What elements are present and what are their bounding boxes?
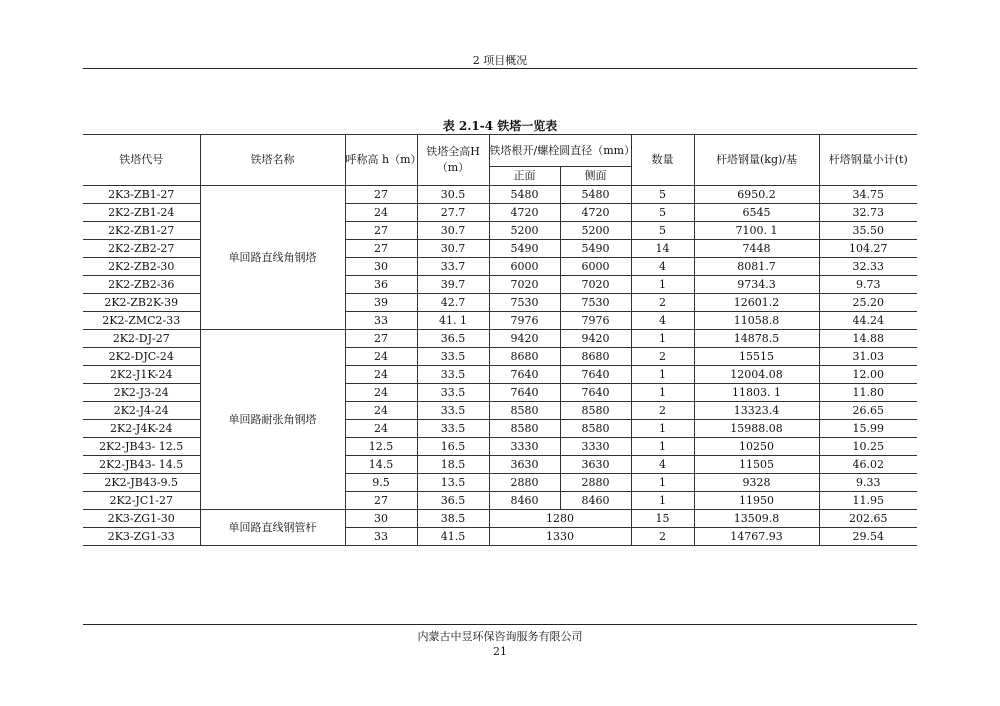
front-cell: 8680	[489, 348, 560, 366]
count-cell: 1	[631, 420, 694, 438]
steel-sub-cell: 31.03	[819, 348, 917, 366]
count-cell: 1	[631, 276, 694, 294]
tower-name-cell: 单回路耐张角钢塔	[200, 330, 345, 510]
front-cell: 7640	[489, 366, 560, 384]
side-cell: 8580	[560, 402, 631, 420]
full-height-cell: 30.7	[417, 240, 489, 258]
side-cell: 5490	[560, 240, 631, 258]
steel-per-cell: 12004.08	[694, 366, 819, 384]
footer-company: 内蒙古中昱环保咨询服务有限公司	[417, 630, 583, 643]
side-cell: 3630	[560, 456, 631, 474]
steel-per-cell: 13323.4	[694, 402, 819, 420]
call-height-cell: 27	[345, 240, 417, 258]
front-cell: 3630	[489, 456, 560, 474]
front-cell: 7976	[489, 312, 560, 330]
call-height-cell: 24	[345, 366, 417, 384]
call-height-cell: 9.5	[345, 474, 417, 492]
header-steel-per: 杆塔钢量(kg)/基	[694, 135, 819, 186]
tower-code-cell: 2K2-JB43- 12.5	[83, 438, 200, 456]
tower-name-cell: 单回路直线角钢塔	[200, 186, 345, 330]
header-name: 铁塔名称	[200, 135, 345, 186]
count-cell: 4	[631, 312, 694, 330]
front-cell: 7530	[489, 294, 560, 312]
tower-code-cell: 2K2-ZMC2-33	[83, 312, 200, 330]
steel-per-cell: 11803. 1	[694, 384, 819, 402]
header-rule	[83, 68, 917, 69]
side-cell: 9420	[560, 330, 631, 348]
count-cell: 1	[631, 474, 694, 492]
front-cell: 8580	[489, 402, 560, 420]
full-height-cell: 30.5	[417, 186, 489, 204]
tower-code-cell: 2K2-ZB2K-39	[83, 294, 200, 312]
tower-code-cell: 2K2-ZB1-24	[83, 204, 200, 222]
count-cell: 5	[631, 222, 694, 240]
steel-per-cell: 7100. 1	[694, 222, 819, 240]
steel-sub-cell: 29.54	[819, 528, 917, 546]
bolt-diameter-cell: 1280	[489, 510, 631, 528]
table-body	[83, 186, 917, 546]
call-height-cell: 14.5	[345, 456, 417, 474]
call-height-cell: 24	[345, 348, 417, 366]
front-cell: 7640	[489, 384, 560, 402]
footer-rule	[83, 624, 917, 625]
full-height-cell: 33.5	[417, 366, 489, 384]
side-cell: 3330	[560, 438, 631, 456]
call-height-cell: 24	[345, 420, 417, 438]
steel-per-cell: 6950.2	[694, 186, 819, 204]
steel-per-cell: 6545	[694, 204, 819, 222]
side-cell: 5480	[560, 186, 631, 204]
full-height-cell: 39.7	[417, 276, 489, 294]
side-cell: 7020	[560, 276, 631, 294]
full-height-cell: 33.5	[417, 420, 489, 438]
page-header: 2 项目概况	[472, 54, 528, 67]
front-cell: 3330	[489, 438, 560, 456]
steel-sub-cell: 11.95	[819, 492, 917, 510]
count-cell: 4	[631, 258, 694, 276]
front-cell: 6000	[489, 258, 560, 276]
tower-code-cell: 2K2-DJC-24	[83, 348, 200, 366]
steel-sub-cell: 9.73	[819, 276, 917, 294]
header-call-height: 呼称高 h（m）	[345, 135, 417, 186]
count-cell: 1	[631, 384, 694, 402]
call-height-cell: 27	[345, 186, 417, 204]
steel-per-cell: 7448	[694, 240, 819, 258]
side-cell: 8680	[560, 348, 631, 366]
table-row	[83, 330, 917, 348]
call-height-cell: 33	[345, 312, 417, 330]
full-height-cell: 33.7	[417, 258, 489, 276]
steel-sub-cell: 32.33	[819, 258, 917, 276]
full-height-cell: 30.7	[417, 222, 489, 240]
full-height-cell: 36.5	[417, 492, 489, 510]
tower-code-cell: 2K2-J3-24	[83, 384, 200, 402]
call-height-cell: 27	[345, 222, 417, 240]
front-cell: 8460	[489, 492, 560, 510]
steel-sub-cell: 9.33	[819, 474, 917, 492]
count-cell: 1	[631, 330, 694, 348]
steel-sub-cell: 11.80	[819, 384, 917, 402]
full-height-cell: 27.7	[417, 204, 489, 222]
header-count: 数量	[631, 135, 694, 186]
full-height-cell: 41.5	[417, 528, 489, 546]
steel-sub-cell: 26.65	[819, 402, 917, 420]
full-height-cell: 13.5	[417, 474, 489, 492]
steel-per-cell: 14767.93	[694, 528, 819, 546]
front-cell: 8580	[489, 420, 560, 438]
steel-sub-cell: 202.65	[819, 510, 917, 528]
tower-name-cell: 单回路直线钢管杆	[200, 510, 345, 546]
full-height-cell: 33.5	[417, 384, 489, 402]
side-cell: 8460	[560, 492, 631, 510]
side-cell: 7530	[560, 294, 631, 312]
steel-per-cell: 15988.08	[694, 420, 819, 438]
steel-sub-cell: 10.25	[819, 438, 917, 456]
steel-per-cell: 14878.5	[694, 330, 819, 348]
call-height-cell: 39	[345, 294, 417, 312]
header-side: 侧面	[560, 167, 631, 186]
full-height-cell: 33.5	[417, 348, 489, 366]
side-cell: 2880	[560, 474, 631, 492]
count-cell: 2	[631, 528, 694, 546]
header-full-height: 铁塔全高H（m）	[417, 135, 489, 186]
front-cell: 9420	[489, 330, 560, 348]
full-height-cell: 16.5	[417, 438, 489, 456]
header-front: 正面	[489, 167, 560, 186]
side-cell: 7976	[560, 312, 631, 330]
steel-per-cell: 11950	[694, 492, 819, 510]
full-height-cell: 33.5	[417, 402, 489, 420]
side-cell: 7640	[560, 384, 631, 402]
tower-code-cell: 2K2-JB43-9.5	[83, 474, 200, 492]
table-row	[83, 186, 917, 204]
steel-sub-cell: 44.24	[819, 312, 917, 330]
call-height-cell: 27	[345, 492, 417, 510]
tower-code-cell: 2K2-JC1-27	[83, 492, 200, 510]
side-cell: 4720	[560, 204, 631, 222]
full-height-cell: 41. 1	[417, 312, 489, 330]
side-cell: 6000	[560, 258, 631, 276]
front-cell: 5480	[489, 186, 560, 204]
steel-per-cell: 8081.7	[694, 258, 819, 276]
full-height-cell: 36.5	[417, 330, 489, 348]
count-cell: 14	[631, 240, 694, 258]
steel-sub-cell: 35.50	[819, 222, 917, 240]
call-height-cell: 30	[345, 258, 417, 276]
steel-sub-cell: 46.02	[819, 456, 917, 474]
call-height-cell: 30	[345, 510, 417, 528]
steel-sub-cell: 14.88	[819, 330, 917, 348]
full-height-cell: 18.5	[417, 456, 489, 474]
steel-per-cell: 10250	[694, 438, 819, 456]
full-height-cell: 42.7	[417, 294, 489, 312]
count-cell: 1	[631, 438, 694, 456]
count-cell: 2	[631, 348, 694, 366]
count-cell: 1	[631, 366, 694, 384]
call-height-cell: 24	[345, 402, 417, 420]
tower-code-cell: 2K3-ZB1-27	[83, 186, 200, 204]
tower-code-cell: 2K2-J4K-24	[83, 420, 200, 438]
steel-sub-cell: 25.20	[819, 294, 917, 312]
table-row	[83, 510, 917, 528]
header-steel-sub: 杆塔钢量小计(t)	[819, 135, 917, 186]
tower-code-cell: 2K2-ZB2-30	[83, 258, 200, 276]
table-caption: 表 2.1-4 铁塔一览表	[442, 119, 558, 133]
tower-code-cell: 2K2-ZB2-27	[83, 240, 200, 258]
steel-sub-cell: 15.99	[819, 420, 917, 438]
call-height-cell: 27	[345, 330, 417, 348]
tower-code-cell: 2K3-ZG1-33	[83, 528, 200, 546]
bolt-diameter-cell: 1330	[489, 528, 631, 546]
steel-per-cell: 11058.8	[694, 312, 819, 330]
tower-code-cell: 2K3-ZG1-30	[83, 510, 200, 528]
steel-per-cell: 12601.2	[694, 294, 819, 312]
count-cell: 1	[631, 492, 694, 510]
tower-code-cell: 2K2-DJ-27	[83, 330, 200, 348]
steel-per-cell: 9734.3	[694, 276, 819, 294]
front-cell: 5200	[489, 222, 560, 240]
call-height-cell: 36	[345, 276, 417, 294]
count-cell: 2	[631, 402, 694, 420]
count-cell: 2	[631, 294, 694, 312]
count-cell: 5	[631, 186, 694, 204]
steel-per-cell: 13509.8	[694, 510, 819, 528]
side-cell: 5200	[560, 222, 631, 240]
tower-code-cell: 2K2-ZB1-27	[83, 222, 200, 240]
tower-code-cell: 2K2-J1K-24	[83, 366, 200, 384]
tower-code-cell: 2K2-ZB2-36	[83, 276, 200, 294]
call-height-cell: 24	[345, 204, 417, 222]
count-cell: 4	[631, 456, 694, 474]
call-height-cell: 33	[345, 528, 417, 546]
steel-per-cell: 9328	[694, 474, 819, 492]
header-code: 铁塔代号	[83, 135, 200, 186]
side-cell: 8580	[560, 420, 631, 438]
tower-code-cell: 2K2-J4-24	[83, 402, 200, 420]
header-root-open: 铁塔根开/螺栓圆直径（mm）	[489, 135, 631, 167]
front-cell: 5490	[489, 240, 560, 258]
call-height-cell: 24	[345, 384, 417, 402]
side-cell: 7640	[560, 366, 631, 384]
count-cell: 5	[631, 204, 694, 222]
full-height-cell: 38.5	[417, 510, 489, 528]
steel-sub-cell: 32.73	[819, 204, 917, 222]
front-cell: 2880	[489, 474, 560, 492]
steel-per-cell: 11505	[694, 456, 819, 474]
steel-sub-cell: 34.75	[819, 186, 917, 204]
steel-sub-cell: 12.00	[819, 366, 917, 384]
page-number: 21	[493, 645, 507, 658]
tower-code-cell: 2K2-JB43- 14.5	[83, 456, 200, 474]
steel-per-cell: 15515	[694, 348, 819, 366]
front-cell: 4720	[489, 204, 560, 222]
front-cell: 7020	[489, 276, 560, 294]
steel-sub-cell: 104.27	[819, 240, 917, 258]
tower-table	[83, 134, 917, 546]
call-height-cell: 12.5	[345, 438, 417, 456]
count-cell: 15	[631, 510, 694, 528]
